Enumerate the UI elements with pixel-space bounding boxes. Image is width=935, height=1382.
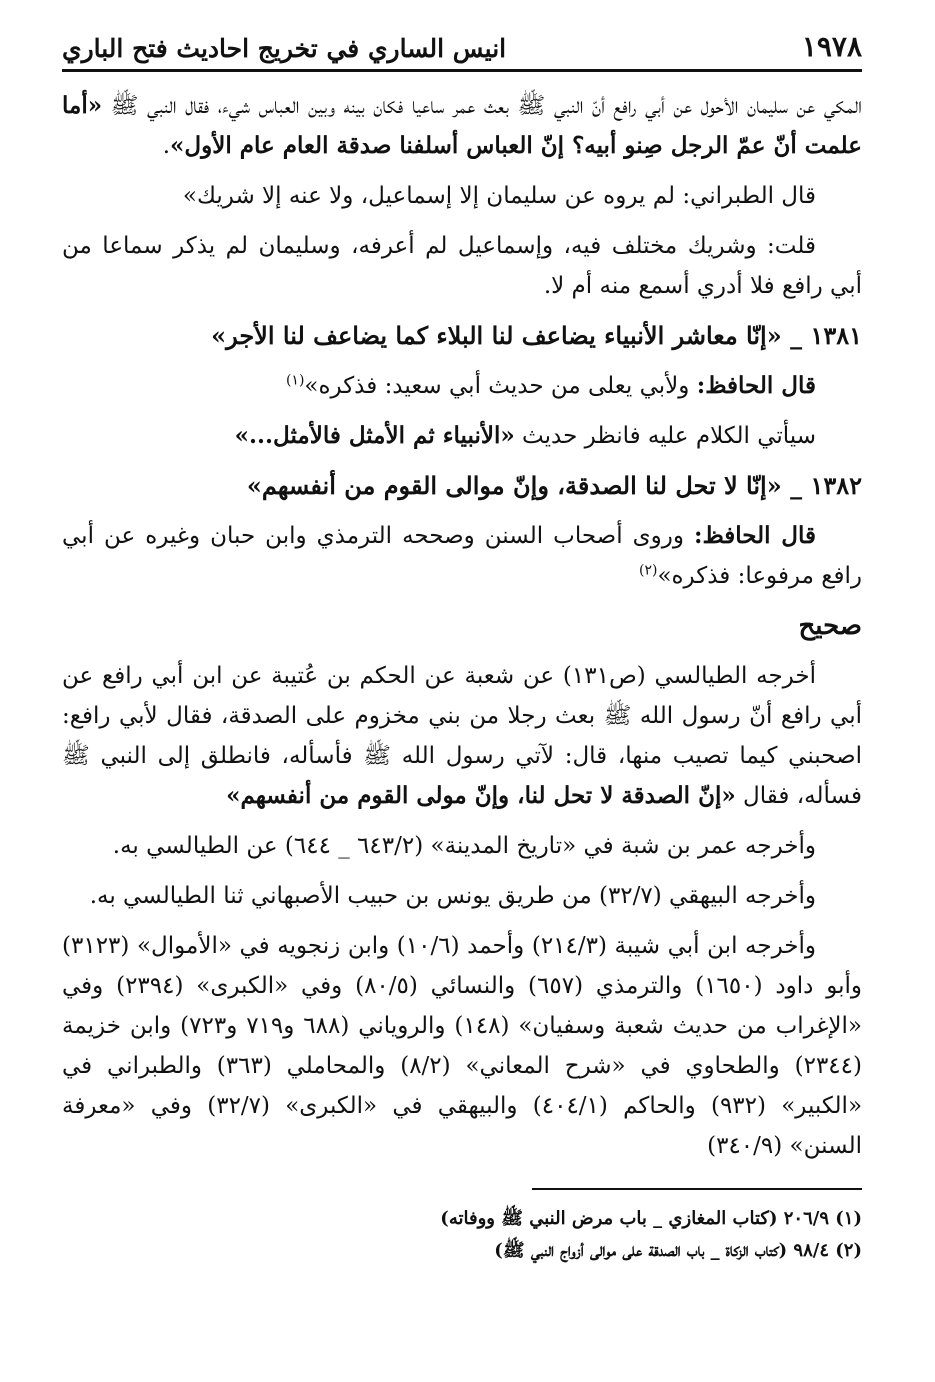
paragraph: قال الطبراني: لم يروه عن سليمان إلا إسماعيل، ولا عنه إلا شريك» xyxy=(182,183,816,209)
grade-heading: صحيح xyxy=(798,611,862,641)
hadith-heading-1381: ١٣٨١ _ «إنّا معاشر الأنبياء يضاعف لنا البلاء كما يضاعف لنا الأجر» xyxy=(211,321,862,350)
footnote-marker: (١) xyxy=(285,372,305,389)
hafiz-label: قال الحافظ: xyxy=(696,372,816,399)
paragraph-text: المكي عن سليمان الأحول عن أبي رافع أنّ النبي ﷺ بعث عمر ساعيا فكان بينه وبين العباس شيء، فقال النبي ﷺ xyxy=(102,93,862,119)
book-page xyxy=(62,30,862,1268)
paragraph-text: سيأتي الكلام عليه فانظر حديث xyxy=(514,423,816,449)
hadith-quote: «إنّ الصدقة لا تحل لنا، وإنّ مولى القوم من أنفسهم» xyxy=(226,782,736,809)
paragraph-text: ولأبي يعلى من حديث أبي سعيد: فذكره» xyxy=(304,373,697,399)
paragraph xyxy=(62,86,862,166)
hadith-heading-1382: ١٣٨٢ _ «إنّا لا تحل لنا الصدقة، وإنّ موالى القوم من أنفسهم» xyxy=(246,471,862,500)
paragraph-text: وروى أصحاب السنن وصححه الترمذي وابن حبان وغيره عن أبي رافع مرفوعا: فذكره» xyxy=(62,523,862,589)
page-header xyxy=(62,30,862,72)
footnote-1: (١) ٢٠٦/٩ (كتاب المغازي _ باب مرض النبي ﷺ ووفاته) xyxy=(440,1208,862,1229)
footnotes xyxy=(62,1204,862,1266)
paragraph: وأخرجه البيهقي (٣٢/٧) من طريق يونس بن حبيب الأصبهاني ثنا الطيالسي به. xyxy=(89,883,816,909)
hadith-quote: «أما علمت أنّ عمّ الرجل صِنو أبيه؟ إنّ العباس أسلفنا صدقة العام عام الأول» xyxy=(62,92,862,159)
paragraph xyxy=(62,516,862,596)
paragraph: قلت: وشريك مختلف فيه، وإسماعيل لم أعرفه، وسليمان لم يذكر سماعا من أبي رافع فلا أدري أسمع منه أم لا. xyxy=(62,233,862,299)
footnote-2: (٢) ٩٨/٤ (كتاب الزكاة _ باب الصدقة على موالى أزواج النبي ﷺ) xyxy=(494,1240,862,1261)
hafiz-label: قال الحافظ: xyxy=(693,522,816,549)
paragraph: وأخرجه ابن أبي شيبة (٢١٤/٣) وأحمد (١٠/٦) وابن زنجويه في «الأموال» (٣١٢٣) وأبو داود (١٦٥٠) والترمذي (٦٥٧) والنسائي (٨٠/٥) وفي «الكبرى» (٢٣٩٤) وفي «الإغراب من حديث شعبة وسفيان» (١٤٨) والروياني (٦٨٨ و٧١٩ و٧٢٣) وابن خزيمة (٢٣٤٤) والطحاوي في «شرح المعاني» (٨/٢) والمحاملي (٣٦٣) والطبراني في «الكبير» (٩٣٢) والحاكم (٤٠٤/١) والبيهقي في «الكبرى» (٣٢/٧) وفي «معرفة السنن» (٣٤٠/٩) xyxy=(62,933,863,1159)
paragraph xyxy=(62,366,862,406)
hadith-quote: «الأنبياء ثم الأمثل فالأمثل...» xyxy=(234,422,515,449)
paragraph: وأخرجه عمر بن شبة في «تاريخ المدينة» (٦٤٣/٢ _ ٦٤٤) عن الطيالسي به. xyxy=(112,833,816,859)
page-number: ١٩٧٨ xyxy=(801,30,862,63)
paragraph-end: . xyxy=(162,133,171,159)
page-body xyxy=(62,86,862,1166)
footnote-divider xyxy=(532,1188,862,1190)
paragraph xyxy=(62,416,862,456)
running-title: انيس الساري في تخريج احاديث فتح الباري xyxy=(62,34,507,63)
footnote-marker: (٢) xyxy=(638,562,658,579)
paragraph xyxy=(62,656,862,816)
paragraph-text: أخرجه الطيالسي (ص١٣١) عن شعبة عن الحكم بن عُتيبة عن ابن أبي رافع عن أبي رافع أنّ رسول الله ﷺ بعث رجلا من بني مخزوم على الصدقة، فقال لأبي رافع: اصحبني كيما تصيب منها، قال: لآتي رسول الله ﷺ فأسأله، فانطلق إلى النبي ﷺ فسأله، فقال xyxy=(62,663,862,809)
